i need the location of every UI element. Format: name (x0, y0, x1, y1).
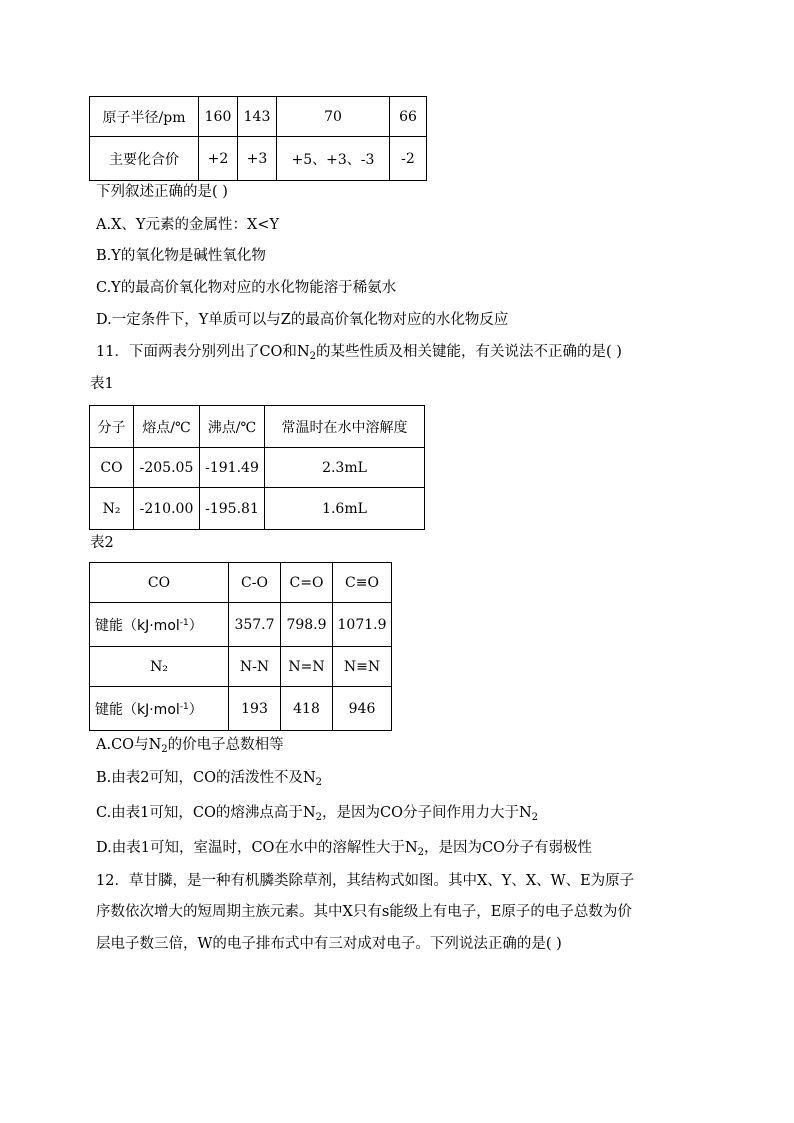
cell-radius-3: 70 (277, 97, 390, 137)
t2-co-energy-single: 357.7 (229, 603, 281, 647)
n2-formula: $N_2$ (518, 805, 539, 823)
q11-stem-a: 11．下面两表分别列出了CO和 (96, 344, 297, 360)
q11-option-a: A.CO与$N_2$的价电子总数相等 (96, 737, 284, 755)
t1-header-bp: 沸点/℃ (200, 406, 265, 448)
cell-radius-1: 160 (199, 97, 238, 137)
t1-header-molecule: 分子 (90, 406, 134, 448)
n2-formula: $N_2$ (302, 805, 322, 823)
t2-n2-energy-single: 193 (229, 687, 281, 731)
q10-option-b: B.Y的氧化物是碱性氧化物 (96, 248, 266, 264)
t2-n2-triple: N≡N (333, 647, 392, 687)
q11-option-c: C.由表1可知，CO的熔沸点高于$N_2$，是因为CO分子间作用力大于$N_2$ (96, 805, 539, 823)
q12-line-3: 层电子数三倍，W的电子排布式中有三对成对电子。下列说法正确的是( ) (96, 936, 562, 952)
table1 (89, 405, 425, 530)
q12-line-2: 序数依次增大的短周期主族元素。其中X只有s能级上有电子，E原子的电子总数为价 (96, 904, 632, 920)
q10-option-d: D.一定条件下，Y单质可以与Z的最高价氧化物对应的水化物反应 (96, 312, 509, 328)
cell-valence-3: +5、+3、-3 (277, 137, 390, 181)
t1-row-n2-mp: -210.00 (134, 488, 200, 530)
q11-option-b: B.由表2可知，CO的活泼性不及$N_2$ (96, 770, 323, 788)
q10-option-a: A.X、Y元素的金属性：X<Y (96, 217, 280, 233)
t2-co-energy-triple: 1071.9 (333, 603, 392, 647)
q10-option-c: C.Y的最高价氧化物对应的水化物能溶于稀氨水 (96, 280, 397, 296)
t2-n2-energy-double: 418 (281, 687, 333, 731)
t2-co-label: CO (90, 563, 229, 603)
t1-row-co-sol: 2.3mL (265, 448, 425, 488)
cell-valence-1: +2 (199, 137, 238, 181)
cell-valence-2: +3 (238, 137, 277, 181)
n2-formula: $N_2$ (302, 770, 323, 788)
t1-row-n2-bp: -195.81 (200, 488, 265, 530)
t2-co-energy-label: 键能（kJ·mol$^{-1}$） (90, 603, 229, 647)
t2-co-single: C-O (229, 563, 281, 603)
t1-header-solubility: 常温时在水中溶解度 (265, 406, 425, 448)
t2-n2-energy-triple: 946 (333, 687, 392, 731)
table1-label: 表1 (90, 376, 114, 392)
t1-row-n2-name: N₂ (90, 488, 134, 530)
t2-co-double: C=O (281, 563, 333, 603)
n2-formula: $N_2$ (296, 344, 316, 362)
table2 (89, 562, 392, 731)
t2-n2-single: N-N (229, 647, 281, 687)
q11-stem (96, 342, 622, 367)
t1-header-mp: 熔点/℃ (134, 406, 200, 448)
t2-n2-label: N₂ (90, 647, 229, 687)
t2-n2-double: N=N (281, 647, 333, 687)
cell-radius-2: 143 (238, 97, 277, 137)
t1-row-co-mp: -205.05 (134, 448, 200, 488)
cell-radius-4: 66 (390, 97, 427, 137)
cell-valence-label: 主要化合价 (90, 137, 199, 181)
element-property-table (89, 96, 427, 181)
n2-formula: $N_2$ (148, 737, 168, 755)
n2-formula: $N_2$ (404, 840, 424, 858)
q11-stem-b: 的某些性质及相关键能，有关说法不正确的是( ) (316, 344, 622, 360)
q12-line-1: 12．草甘膦，是一种有机膦类除草剂，其结构式如图。其中X、Y、X、W、E为原子 (96, 873, 635, 889)
q11-option-d: D.由表1可知，室温时，CO在水中的溶解性大于$N_2$，是因为CO分子有弱极性 (96, 840, 592, 858)
t2-co-energy-double: 798.9 (281, 603, 333, 647)
t2-n2-energy-label: 键能（kJ·mol$^{-1}$） (90, 687, 229, 731)
t1-row-co-bp: -191.49 (200, 448, 265, 488)
q10-prompt: 下列叙述正确的是( ) (96, 184, 228, 200)
cell-radius-label: 原子半径/pm (90, 97, 199, 137)
table2-label: 表2 (90, 535, 114, 551)
cell-valence-4: -2 (390, 137, 427, 181)
t1-row-co-name: CO (90, 448, 134, 488)
t2-co-triple: C≡O (333, 563, 392, 603)
t1-row-n2-sol: 1.6mL (265, 488, 425, 530)
